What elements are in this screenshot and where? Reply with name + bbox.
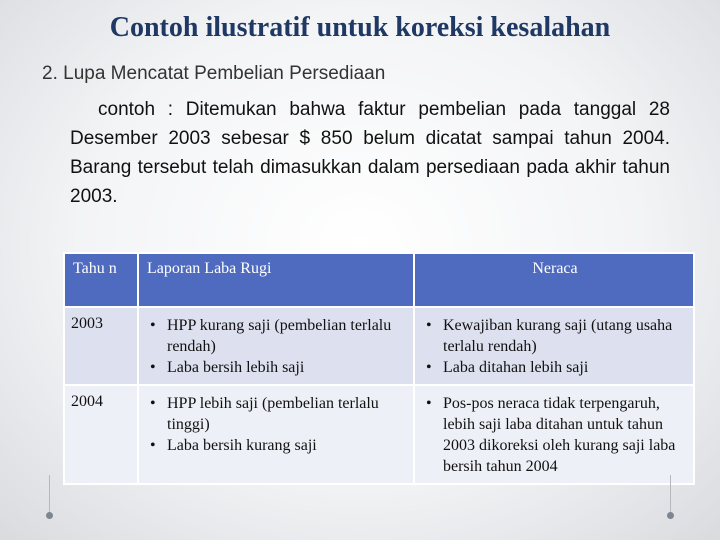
header-year: Tahu n (64, 253, 138, 307)
right-corner-line (670, 475, 671, 513)
year-cell: 2004 (64, 385, 138, 484)
table-header-row (64, 253, 694, 307)
list-item: • HPP lebih saji (pembelian terlalu tinggi) (145, 393, 407, 435)
list-item: • HPP kurang saji (pembelian terlalu rendah) (145, 315, 407, 357)
right-corner-dot-icon (667, 512, 674, 519)
neraca-cell (414, 385, 694, 484)
header-neraca: Neraca (414, 253, 694, 307)
list-item: • Laba ditahan lebih saji (421, 357, 687, 378)
list-item: • Pos-pos neraca tidak terpengaruh, lebih saji laba ditahan untuk tahun 2003 dikoreksi oleh kurang saji laba bersih tahun 2004 (421, 393, 687, 477)
page-title: Contoh ilustratif untuk koreksi kesalahan (109, 12, 611, 43)
header-laba-rugi: Laporan Laba Rugi (138, 253, 414, 307)
left-corner-line (49, 475, 50, 513)
list-item: • Laba bersih kurang saji (145, 435, 407, 456)
year-cell: 2003 (64, 307, 138, 385)
left-corner-dot-icon (46, 512, 53, 519)
table-row (64, 307, 694, 385)
laba-rugi-cell (138, 307, 414, 385)
list-item: • Kewajiban kurang saji (utang usaha terlalu rendah) (421, 315, 687, 357)
neraca-cell (414, 307, 694, 385)
example-paragraph: contoh : Ditemukan bahwa faktur pembelian pada tanggal 28 Desember 2003 sebesar $ 850 belum dicatat sampai tahun 2004. Barang tersebut telah dimasukkan dalam persediaan pada akhir tahun 2003. (70, 99, 670, 207)
correction-table (63, 252, 695, 485)
subheading: 2. Lupa Mencatat Pembelian Persediaan (42, 63, 386, 84)
laba-rugi-cell (138, 385, 414, 484)
list-item: • Laba bersih lebih saji (145, 357, 407, 378)
table-row (64, 385, 694, 484)
